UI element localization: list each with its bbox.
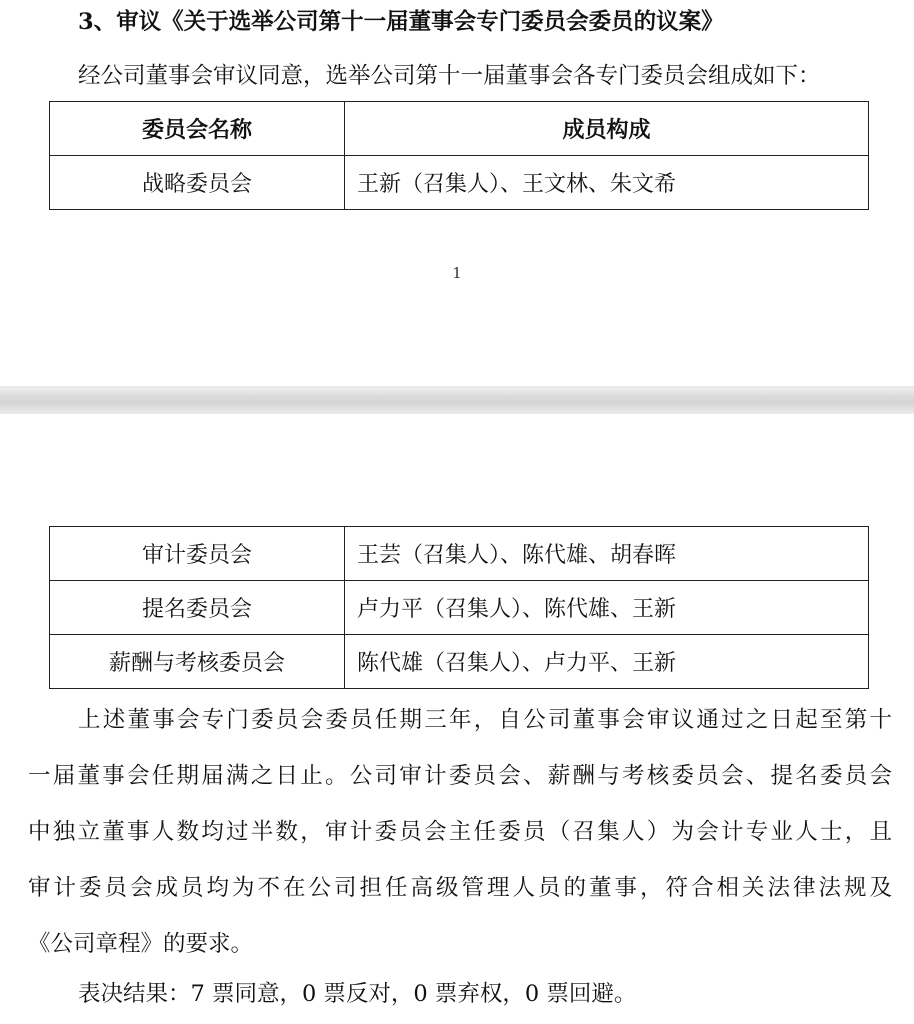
page-break-divider — [0, 386, 914, 414]
table-row — [50, 527, 869, 581]
column-header-committee-name: 委员会名称 — [50, 102, 345, 156]
committee-members-cell: 王芸（召集人）、陈代雄、胡春晖 — [345, 527, 869, 581]
paragraph-line: 一届董事会任期届满之日止。公司审计委员会、薪酬与考核委员会、提名委员会 — [28, 763, 892, 789]
committee-members-cell: 王新（召集人）、王文林、朱文希 — [345, 156, 869, 210]
committee-members-cell: 陈代雄（召集人）、卢力平、王新 — [345, 635, 869, 689]
committee-name-cell: 战略委员会 — [50, 156, 345, 210]
committee-name-cell: 提名委员会 — [50, 581, 345, 635]
term-description-paragraph — [28, 692, 892, 972]
intro-paragraph: 经公司董事会审议同意，选举公司第十一届董事会各专门委员会组成如下： — [78, 63, 821, 89]
column-header-members: 成员构成 — [345, 102, 869, 156]
committee-members-cell: 卢力平（召集人）、陈代雄、王新 — [345, 581, 869, 635]
table-row — [50, 581, 869, 635]
paragraph-line: 《公司章程》的要求。 — [28, 931, 254, 957]
page-number: 1 — [452, 264, 462, 282]
paragraph-line: 审计委员会成员均为不在公司担任高级管理人员的董事，符合相关法律法规及 — [28, 875, 892, 901]
table-header-row — [50, 102, 869, 156]
section-heading: 3、审议《关于选举公司第十一届董事会专门委员会委员的议案》 — [78, 9, 724, 35]
paragraph-line: 中独立董事人数均过半数，审计委员会主任委员（召集人）为会计专业人士，且 — [28, 819, 892, 845]
committee-name-cell: 审计委员会 — [50, 527, 345, 581]
committee-name-cell: 薪酬与考核委员会 — [50, 635, 345, 689]
vote-result: 表决结果：7 票同意，0 票反对，0 票弃权，0 票回避。 — [78, 981, 637, 1007]
table-row — [50, 635, 869, 689]
paragraph-line: 上述董事会专门委员会委员任期三年，自公司董事会审议通过之日起至第十 — [78, 707, 892, 733]
table-row — [50, 156, 869, 210]
committee-table-part-2 — [49, 526, 869, 689]
committee-table-part-1 — [49, 101, 869, 210]
